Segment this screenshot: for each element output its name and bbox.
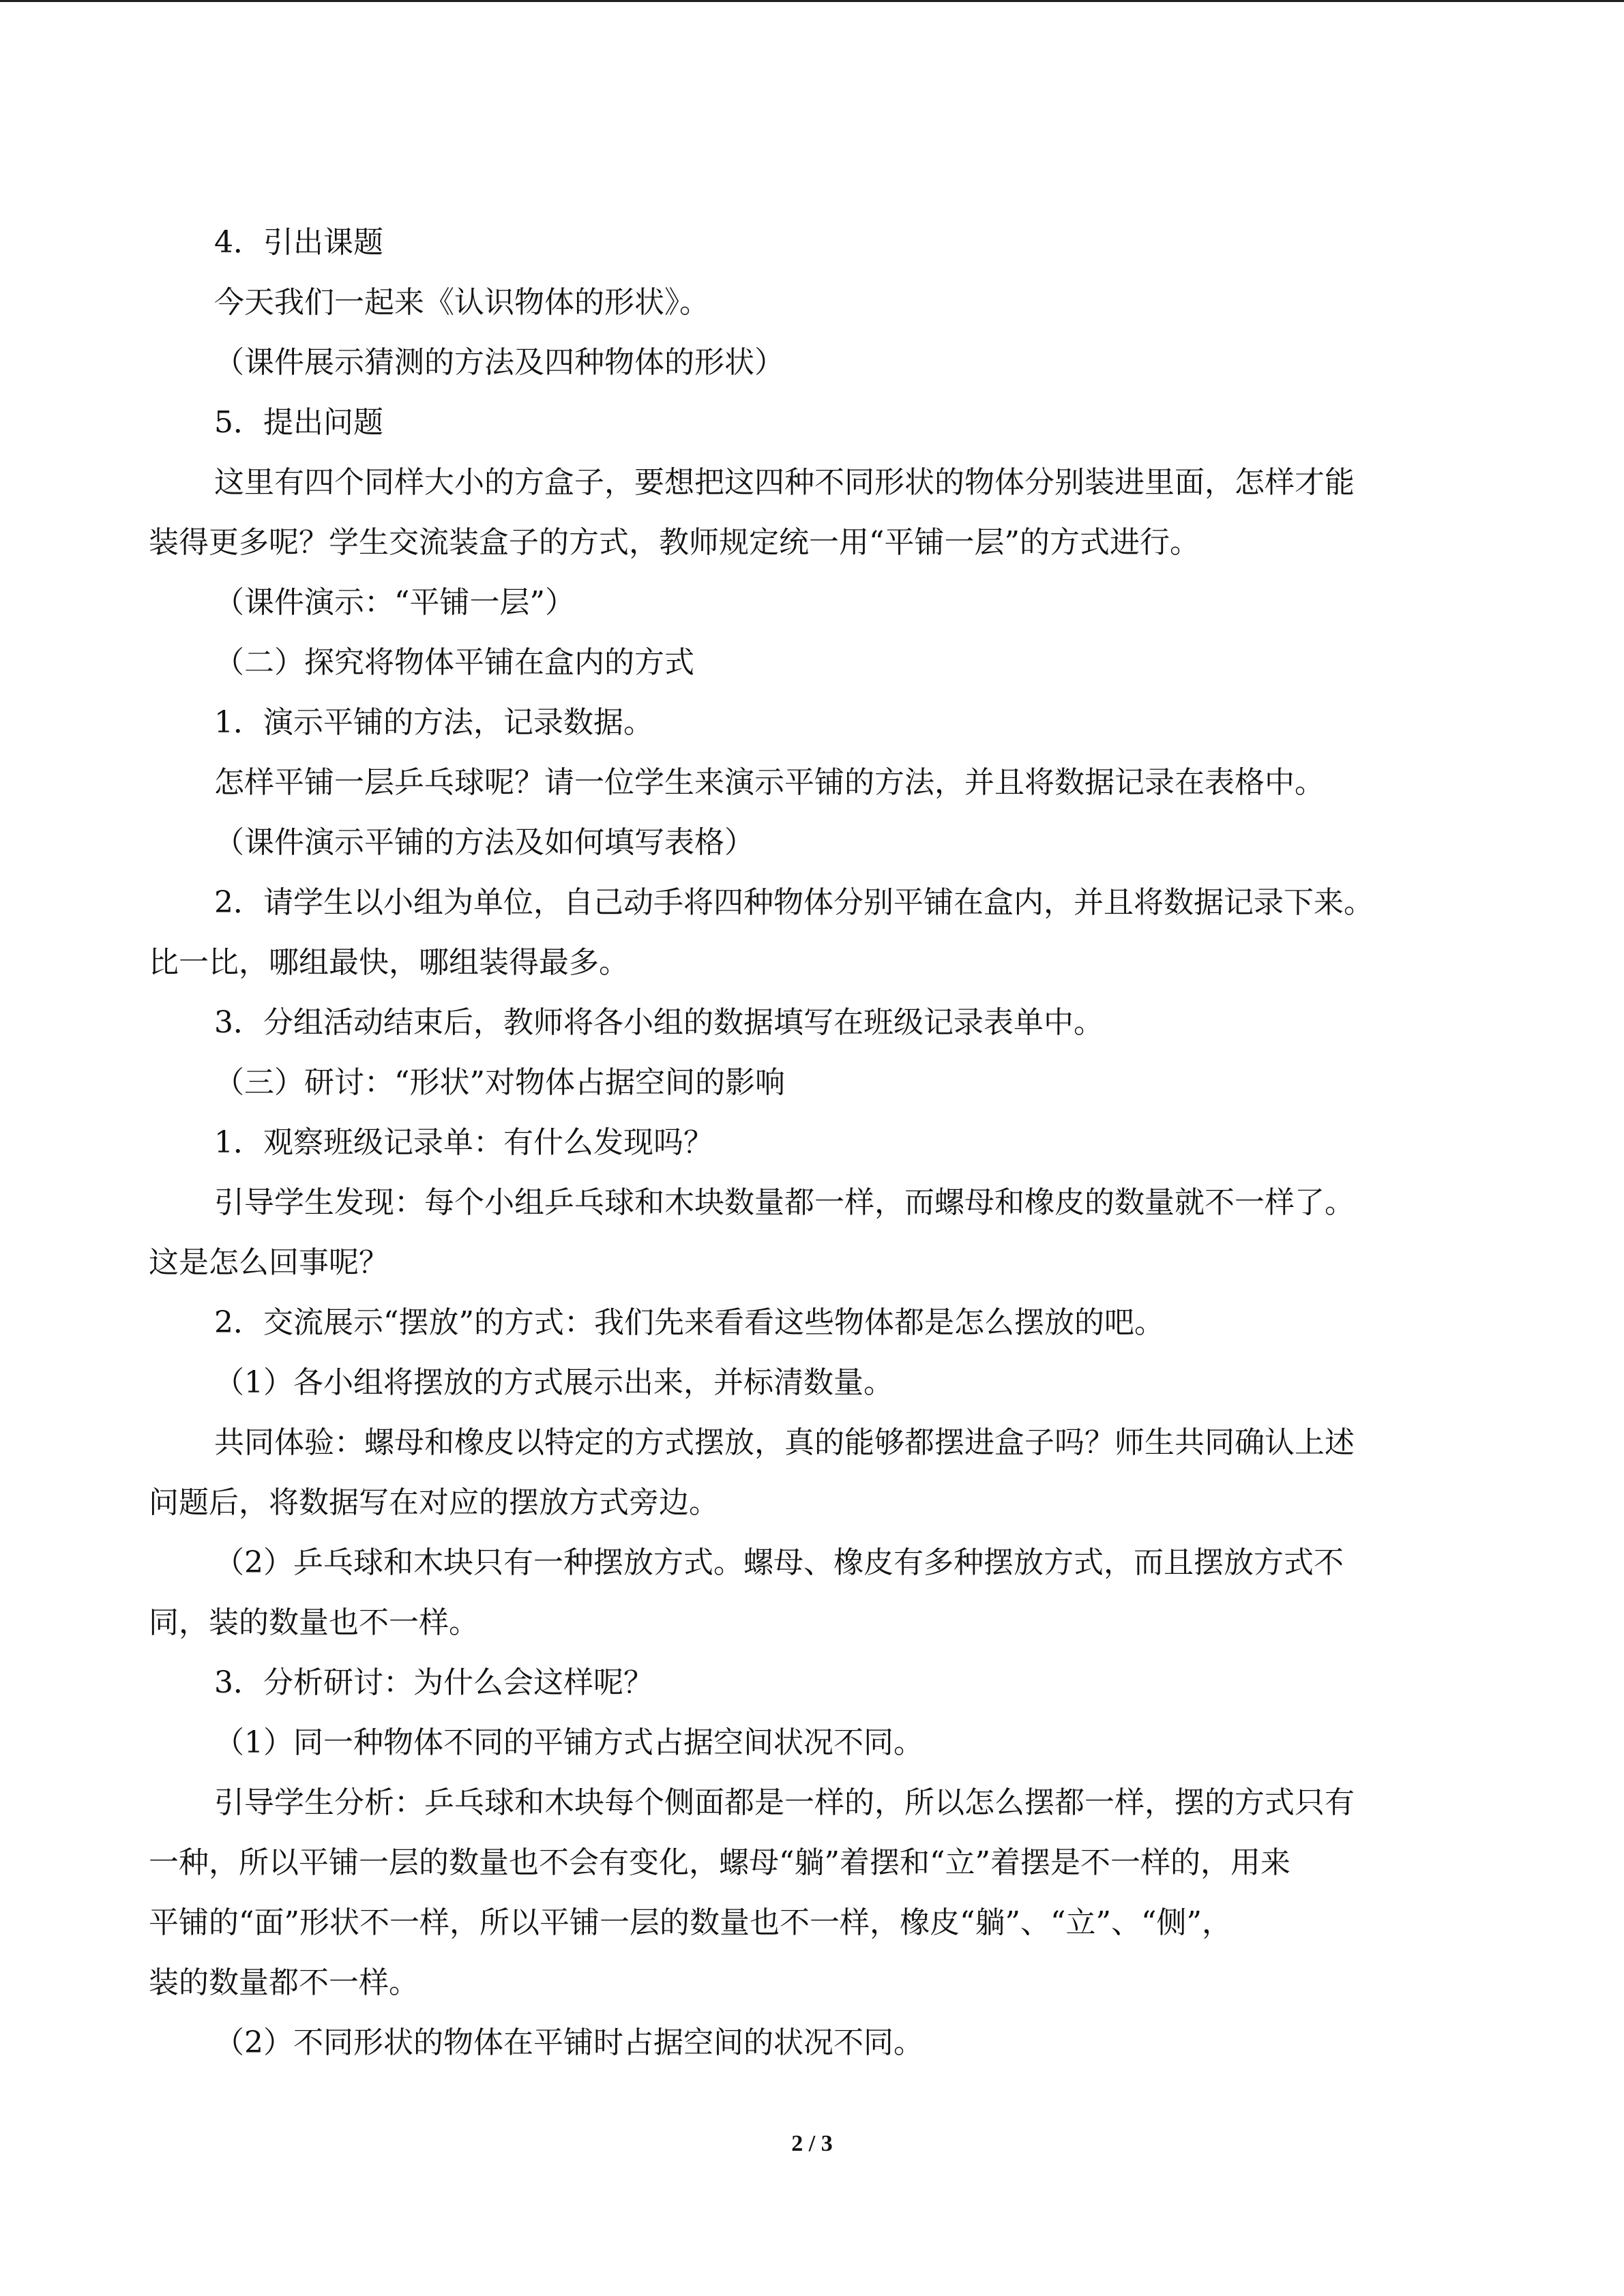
paragraph-line: 引导学生发现：每个小组乒乓球和木块数量都一样，而螺母和橡皮的数量就不一样了。 xyxy=(214,1185,1355,1220)
paragraph-line: 引导学生分析：乒乓球和木块每个侧面都是一样的，所以怎么摆都一样，摆的方式只有 xyxy=(214,1785,1355,1820)
section-heading-discuss: （三）研讨：“形状”对物体占据空间的影响 xyxy=(214,1065,785,1100)
page-number: 2 / 3 xyxy=(791,2131,833,2156)
paragraph-line: 同，装的数量也不一样。 xyxy=(149,1605,479,1640)
paragraph-line: （2）乒乓球和木块只有一种摆放方式。螺母、橡皮有多种摆放方式，而且摆放方式不 xyxy=(214,1545,1344,1580)
heading-raise-question: 5．提出问题 xyxy=(214,405,383,440)
paragraph-line: 3．分析研讨：为什么会这样呢？ xyxy=(214,1665,653,1700)
paragraph-line: 一种，所以平铺一层的数量也不会有变化，螺母“躺”着摆和“立”着摆是不一样的，用来 xyxy=(149,1845,1290,1880)
paragraph-line: 共同体验：螺母和橡皮以特定的方式摆放，真的能够都摆进盒子吗？师生共同确认上述 xyxy=(214,1425,1355,1460)
paragraph-line: （1）同一种物体不同的平铺方式占据空间状况不同。 xyxy=(214,1725,924,1760)
paragraph-line: 1．演示平铺的方法，记录数据。 xyxy=(214,705,653,740)
paragraph-line: （课件演示：“平铺一层”） xyxy=(214,585,575,620)
paragraph-line: 2．请学生以小组为单位，自己动手将四种物体分别平铺在盒内，并且将数据记录下来。 xyxy=(214,885,1374,920)
paragraph-line: 装得更多呢？学生交流装盒子的方式，教师规定统一用“平铺一层”的方式进行。 xyxy=(149,525,1200,560)
paragraph-line: 这里有四个同样大小的方盒子，要想把这四种不同形状的物体分别装进里面，怎样才能 xyxy=(214,465,1355,500)
paragraph-line: （2）不同形状的物体在平铺时占据空间的状况不同。 xyxy=(214,2025,924,2060)
paragraph-line: 这是怎么回事呢？ xyxy=(149,1245,389,1280)
paragraph-line: 平铺的“面”形状不一样，所以平铺一层的数量也不一样，橡皮“躺”、“立”、“侧”， xyxy=(149,1905,1232,1940)
paragraph-line: 2．交流展示“摆放”的方式：我们先来看看这些物体都是怎么摆放的吧。 xyxy=(214,1305,1164,1340)
paragraph-line: 怎样平铺一层乒乓球呢？请一位学生来演示平铺的方法，并且将数据记录在表格中。 xyxy=(214,765,1325,800)
section-heading-explore: （二）探究将物体平铺在盒内的方式 xyxy=(214,645,694,680)
paragraph-line: 问题后，将数据写在对应的摆放方式旁边。 xyxy=(149,1485,719,1520)
top-border-line xyxy=(0,0,1624,2)
paragraph-line: （1）各小组将摆放的方式展示出来，并标清数量。 xyxy=(214,1365,894,1400)
paragraph-line: （课件展示猜测的方法及四种物体的形状） xyxy=(214,345,784,380)
paragraph-line: 装的数量都不一样。 xyxy=(149,1965,419,2000)
paragraph-line: 1．观察班级记录单：有什么发现吗？ xyxy=(214,1125,713,1160)
document-body xyxy=(149,213,1462,2073)
paragraph-line: 3．分组活动结束后，教师将各小组的数据填写在班级记录表单中。 xyxy=(214,1005,1104,1040)
heading-introduce-topic: 4．引出课题 xyxy=(214,225,383,260)
paragraph-line: 今天我们一起来《认识物体的形状》。 xyxy=(214,285,709,320)
paragraph-line: （课件演示平铺的方法及如何填写表格） xyxy=(214,825,754,860)
paragraph-line: 比一比，哪组最快，哪组装得最多。 xyxy=(149,945,629,980)
